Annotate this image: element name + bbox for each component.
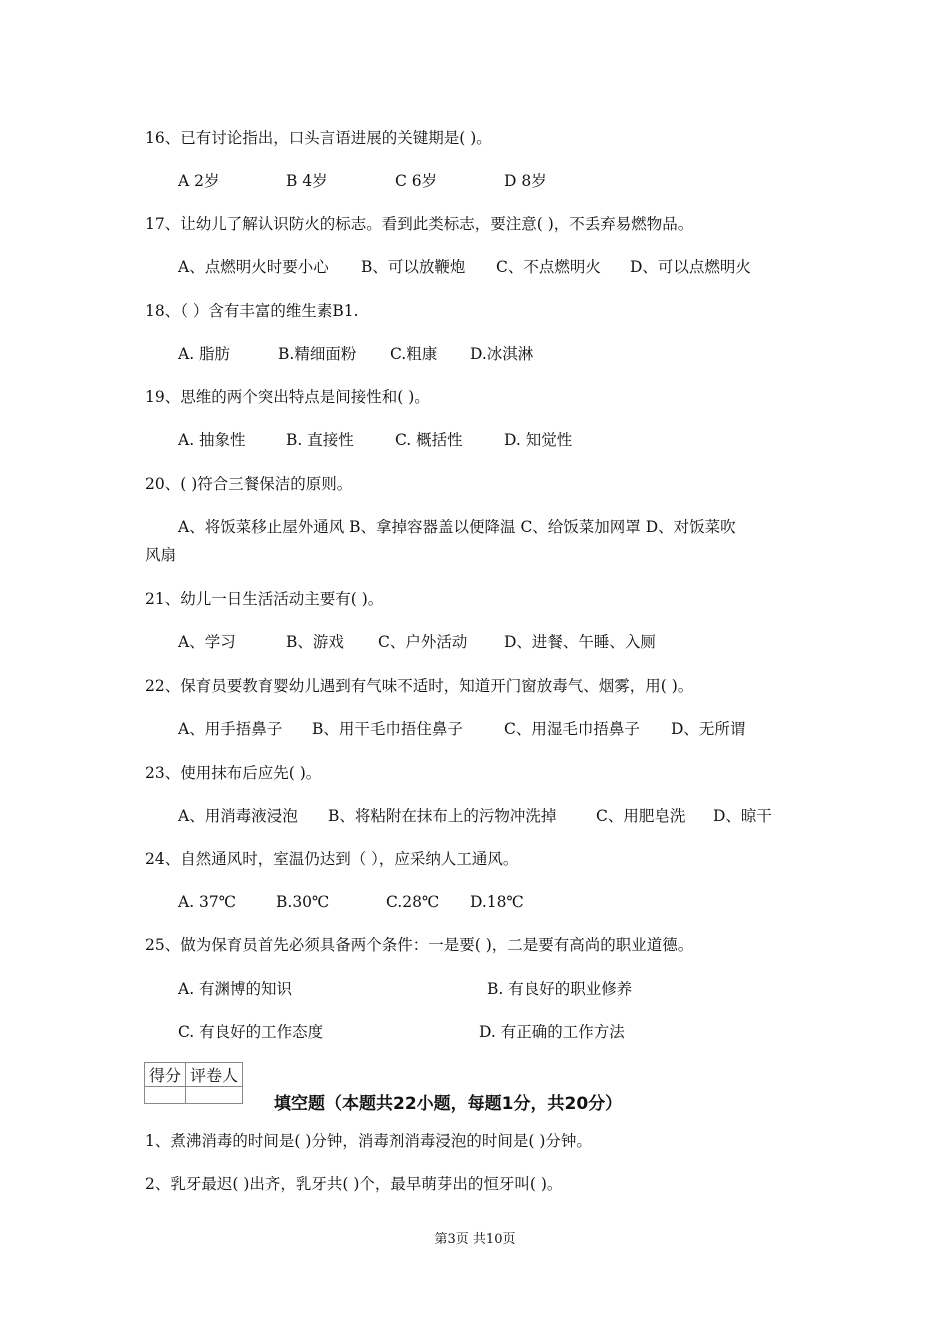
option-b: B、将粘附在抹布上的污物冲洗掉 [328,807,557,825]
fill-blank-1: 1、煮沸消毒的时间是( )分钟，消毒剂消毒浸泡的时间是( )分钟。 [145,1132,592,1150]
score-label: 得分 [145,1063,186,1087]
option-b: B.精细面粉 [278,345,357,363]
option-d: D、无所谓 [671,720,746,738]
question-25-option-b: B. 有良好的职业修养 [487,980,633,998]
question-25-option-a: A. 有渊博的知识 [178,980,293,998]
option-d: D、进餐、午睡、入厕 [504,633,656,651]
option-a: A 2岁 [178,172,220,190]
score-box [144,1062,243,1104]
grader-cell [186,1087,243,1104]
option-b: B、用干毛巾捂住鼻子 [312,720,463,738]
question-19-stem: 19、思维的两个突出特点是间接性和( )。 [145,388,430,406]
option-d: D 8岁 [504,172,547,190]
question-22-stem: 22、保育员要教育婴幼儿遇到有气味不适时，知道开门窗放毒气、烟雾，用( )。 [145,677,694,695]
option-c: C、用湿毛巾捂鼻子 [504,720,640,738]
question-16-options [178,171,547,191]
option-d: D、可以点燃明火 [630,258,751,276]
question-21-options [178,632,656,652]
question-23-options [178,806,772,826]
option-a: A. 37℃ [178,893,237,911]
question-21-stem: 21、幼儿一日生活活动主要有( )。 [145,590,384,608]
question-20-options-line2: 风扇 [145,546,177,564]
option-c: C、户外活动 [378,633,468,651]
option-b: B、可以放鞭炮 [361,258,466,276]
question-24-options [178,892,524,912]
option-d: D.18℃ [470,893,524,911]
question-17-stem: 17、让幼儿了解认识防火的标志。看到此类标志，要注意( )，不丢弃易燃物品。 [145,215,694,233]
option-c: C.粗康 [390,345,438,363]
option-b: B、游戏 [286,633,344,651]
section-title: 填空题（本题共22小题，每题1分，共20分） [274,1094,623,1114]
question-25-option-d: D. 有正确的工作方法 [479,1023,625,1041]
option-b: B. 直接性 [286,431,354,449]
question-19-options [178,430,572,450]
option-b: B 4岁 [286,172,328,190]
question-16-stem: 16、已有讨论指出，口头言语进展的关键期是( )。 [145,129,492,147]
question-25-stem: 25、做为保育员首先必须具备两个条件：一是要( )，二是要有高尚的职业道德。 [145,936,694,954]
question-18-stem: 18、（ ）含有丰富的维生素B1. [145,302,359,320]
option-d: D. 知觉性 [504,431,573,449]
option-a: A、用手捂鼻子 [178,720,283,738]
fill-blank-2: 2、乳牙最迟( )出齐，乳牙共( )个，最早萌芽出的恒牙叫( )。 [145,1175,563,1193]
page-footer: 第3页 共10页 [434,1232,516,1247]
option-c: C、不点燃明火 [496,258,601,276]
option-c: C 6岁 [395,172,438,190]
option-a: A. 抽象性 [178,431,246,449]
question-17-options [178,257,751,277]
option-a: A、学习 [178,633,236,651]
question-24-stem: 24、自然通风时，室温仍达到（ ），应采纳人工通风。 [145,850,519,868]
option-a: A、点燃明火时要小心 [178,258,329,276]
score-cell [145,1087,186,1104]
question-23-stem: 23、使用抹布后应先( )。 [145,764,322,782]
option-c: C.28℃ [386,893,440,911]
question-20-options-line1: A、将饭菜移止屋外通风 B、拿掉容器盖以便降温 C、给饭菜加网罩 D、对饭菜吹 [178,518,736,536]
question-25-option-c: C. 有良好的工作态度 [178,1023,324,1041]
option-a: A. 脂肪 [178,345,231,363]
option-c: C、用肥皂洗 [596,807,686,825]
option-a: A、用消毒液浸泡 [178,807,298,825]
option-c: C. 概括性 [395,431,463,449]
option-d: D.冰淇淋 [470,345,534,363]
grader-label: 评卷人 [186,1063,243,1087]
option-d: D、晾干 [713,807,772,825]
option-b: B.30℃ [276,893,330,911]
question-22-options [178,719,745,739]
question-18-options [178,344,533,364]
question-20-stem: 20、( )符合三餐保洁的原则。 [145,475,353,493]
